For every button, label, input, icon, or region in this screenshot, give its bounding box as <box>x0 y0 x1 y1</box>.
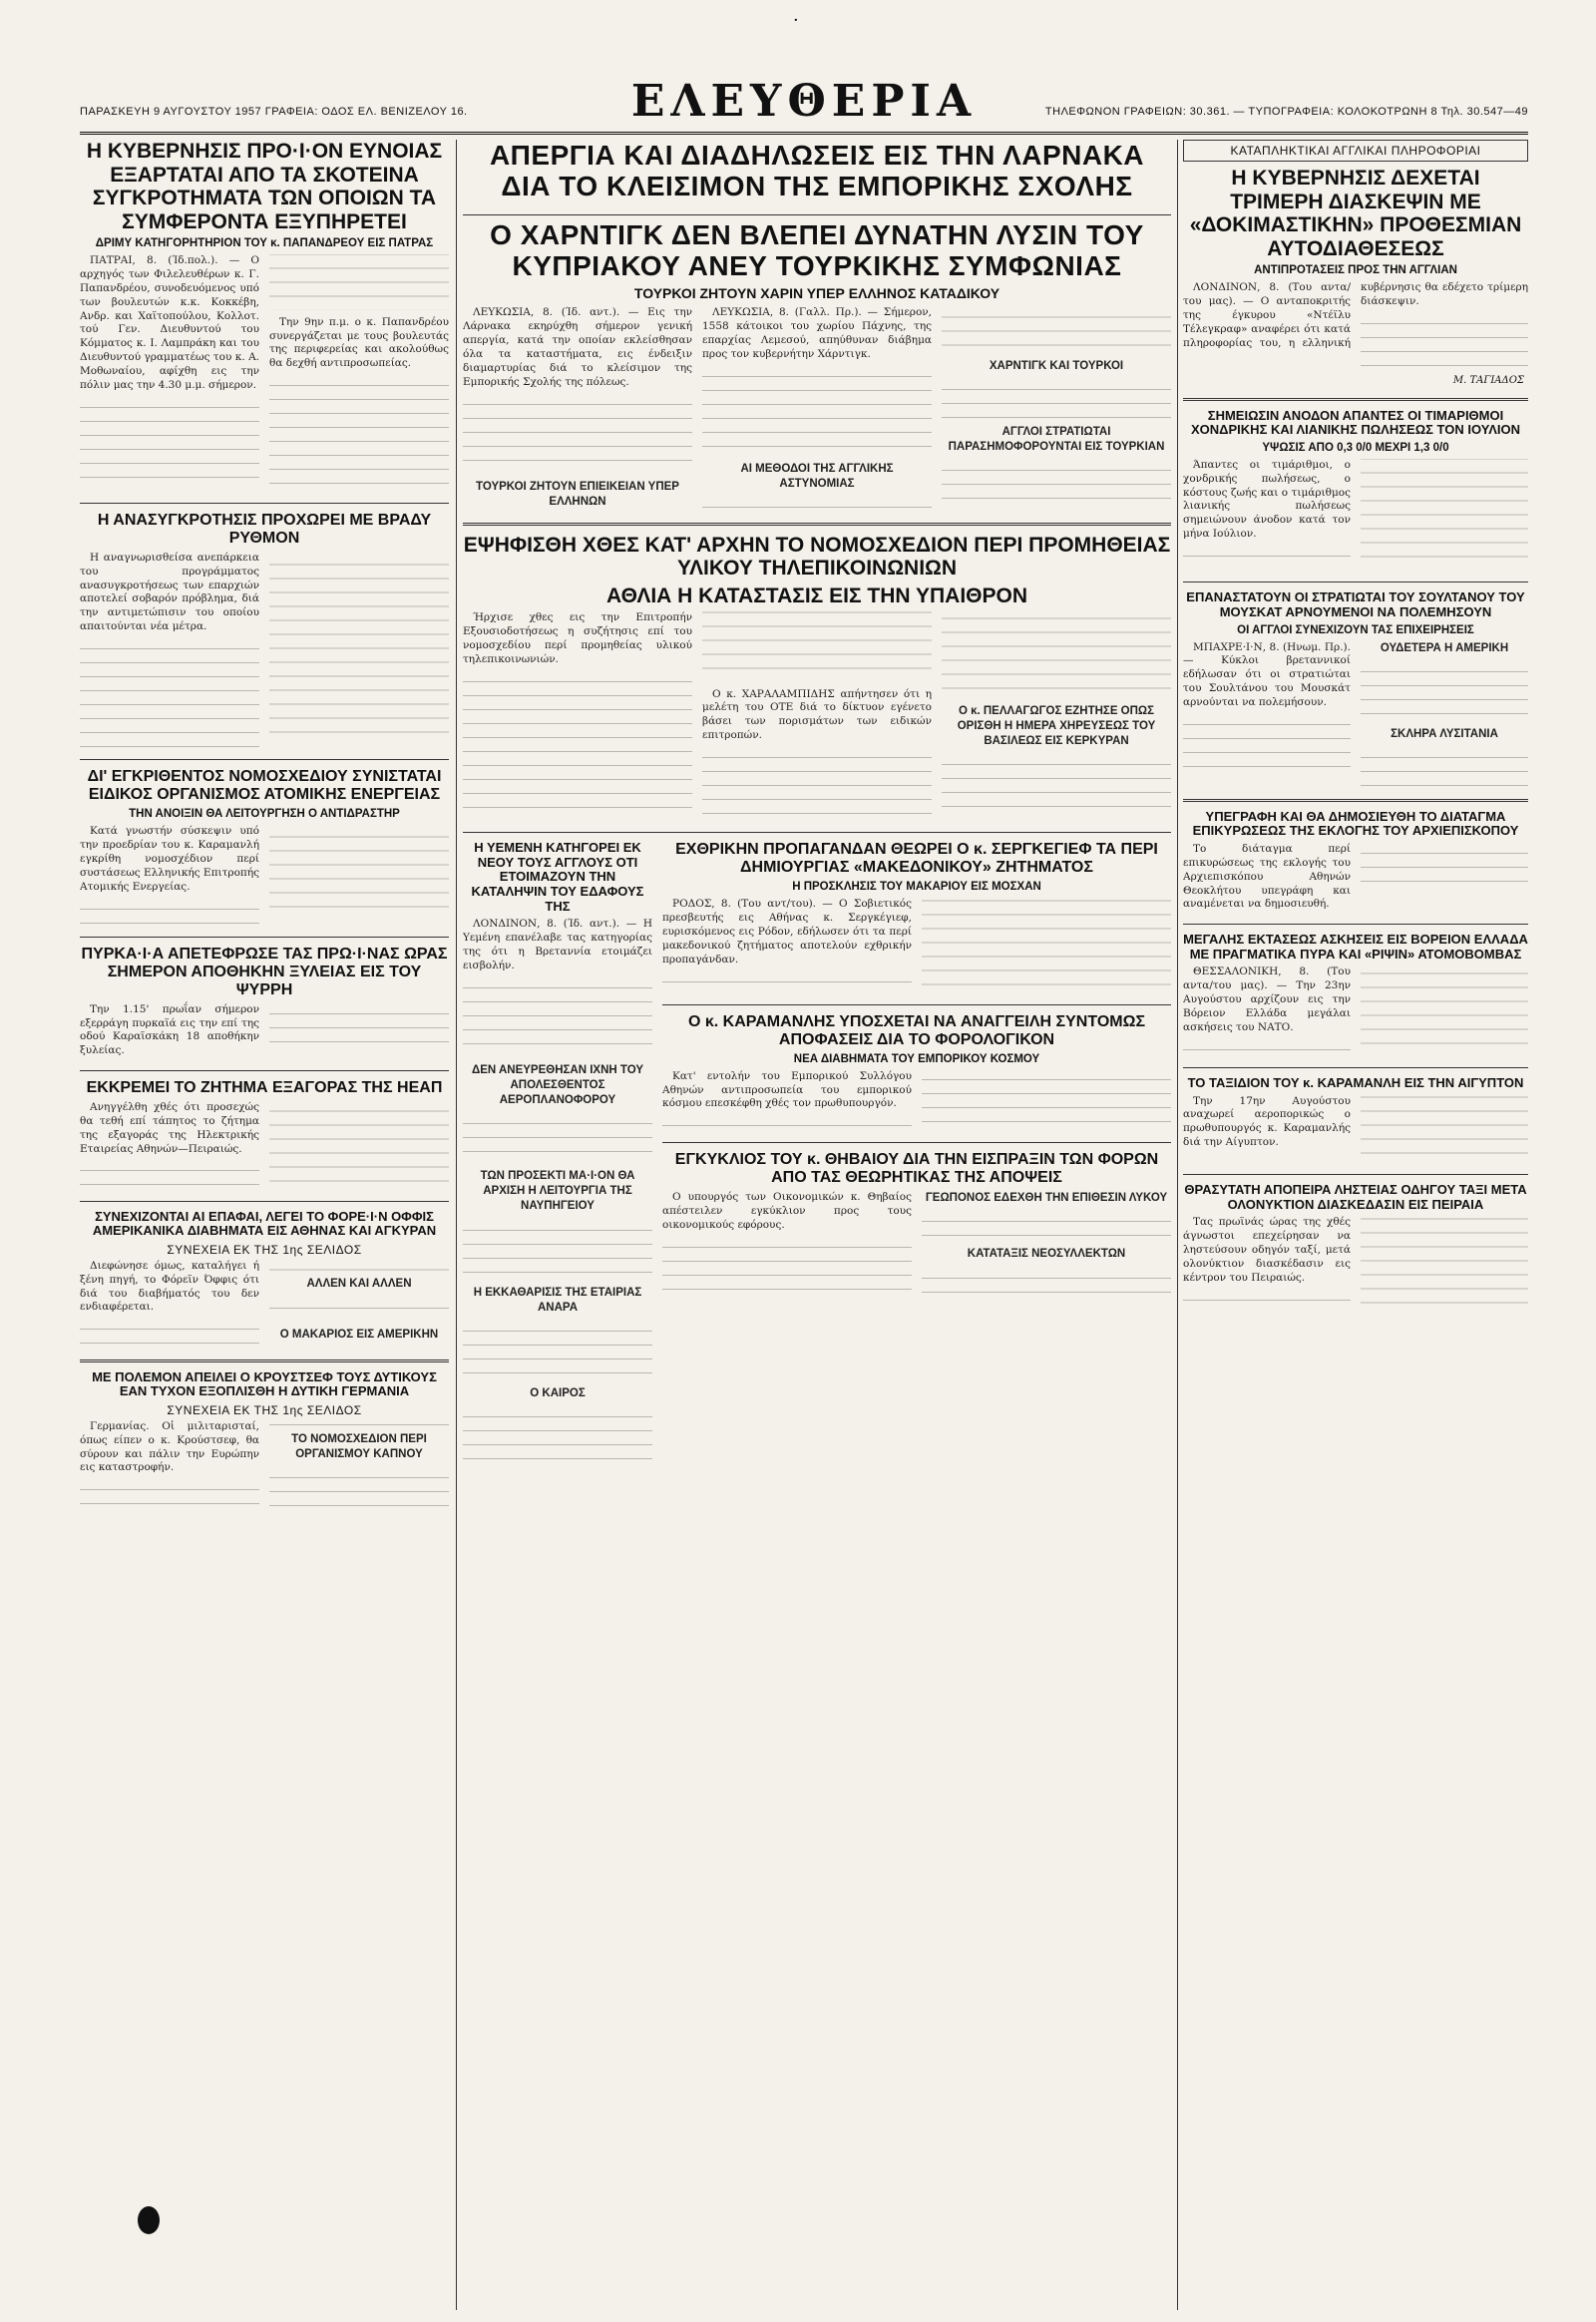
article-body <box>662 1070 1171 1131</box>
article-subheadline: ΤΟΥΡΚΟΙ ΖΗΤΟΥΝ ΧΑΡΙΝ ΥΠΕΡ ΕΛΛΗΝΟΣ ΚΑΤΑΔΙΚΟΥ <box>633 285 1000 302</box>
paragraph: ΛΟΝΔΙΝΟΝ, 8. (Ίδ. αντ.). — Η Υεμένη επανέλαβε τας κατηγορίας της ότι η Βρεταννία ετοιμάζει εισβολήν. <box>463 918 652 971</box>
section-subhead: Ο ΚΑΙΡΟΣ <box>530 1386 586 1399</box>
article-headline: ΠΥΡΚΑ·Ι·Α ΑΠΕΤΕΦΡΩΣΕ ΤΑΣ ΠΡΩ·Ι·ΝΑΣ ΩΡΑΣ ΣΗΜΕΡΟΝ ΑΠΟΘΗΚΗΝ ΞΥΛΕΙΑΣ ΕΙΣ ΤΟΥ ΨΥΡΡΗ <box>81 945 448 998</box>
article-headline: ΑΘΛΙΑ Η ΚΑΤΑΣΤΑΣΙΣ ΕΙΣ ΤΗΝ ΥΠΑΙΘΡΟΝ <box>605 583 1028 607</box>
paragraph: Την 9ην π.μ. ο κ. Παπανδρέου συνεργάζεται με τους βουλευτάς της περιφερείας και ακολούθως θα δεχθή αντιπροσωπείας. <box>269 315 449 370</box>
article-body <box>463 306 1171 510</box>
text-lines <box>269 375 449 485</box>
text-lines <box>463 1113 652 1163</box>
text-lines <box>942 460 1171 500</box>
article-body <box>1183 281 1528 373</box>
article-reconstruction <box>80 512 449 747</box>
article-larnaca-strike <box>463 140 1171 202</box>
article-body <box>80 552 449 748</box>
section-subhead: ΤΟ ΝΟΜΟΣΧΕΔΙΟΝ ΠΕΡΙ ΟΡΓΑΝΙΣΜΟΥ ΚΑΠΝΟΥ <box>291 1432 427 1461</box>
article-subheadline: ΟΙ ΑΓΓΛΟΙ ΣΥΝΕΧΙΖΟΥΝ ΤΑΣ ΕΠΙΧΕΙΡΗΣΕΙΣ <box>1237 623 1474 636</box>
column-left <box>80 140 449 2310</box>
article-headline: ΘΡΑΣΥΤΑΤΗ ΑΠΟΠΕΙΡΑ ΛΗΣΤΕΙΑΣ ΟΔΗΓΟΥ ΤΑΞΙ ΜΕΤΑ ΟΛΟΝΥΚΤΙΟΝ ΔΙΑΣΚΕΔΑΣΙΝ ΕΙΣ ΠΕΙΡΑΙΑ <box>1184 1182 1527 1212</box>
masthead-date-address: ΠΑΡΑΣΚΕΥΗ 9 ΑΥΓΟΥΣΤΟΥ 1957 ΓΡΑΦΕΙΑ: ΟΔΟΣ ΕΛ. ΒΕΝΙΖΕΛΟΥ 16. <box>80 106 468 118</box>
ink-blot <box>138 2206 160 2234</box>
article-sergeyev <box>662 841 1171 991</box>
text-lines <box>463 977 652 1057</box>
text-lines <box>922 1268 1171 1298</box>
text-lines <box>1183 714 1351 774</box>
article-foreign-office <box>80 1210 449 1348</box>
paragraph: Ανηγγέλθη χθές ότι προσεχώς θα τεθή επί τάπητος το ζήτημα της εξαγοράς της Ηλεκτρικής Εταιρείας Αθηνών—Πειραιώς. <box>80 1101 259 1155</box>
article-karamanlis-tax <box>662 1013 1171 1131</box>
paragraph: ΛΟΝΔΙΝΟΝ, 8. (Του αντα/του μας). — Ο ανταποκριτής της έγκυρου «Ντέϊλυ Τέλεγκραφ» αναφέρει ότι κατά πληροφορίας του, η ελληνική κυβέρνησις θα εδέχετο τρίμερη διάσκεψιν. <box>1183 281 1528 349</box>
article-body <box>1183 966 1528 1055</box>
lead-headline: ΕΨΗΦΙΣΘΗ ΧΘΕΣ ΚΑΤ' ΑΡΧΗΝ ΤΟ ΝΟΜΟΣΧΕΔΙΟΝ ΠΕΡΙ ΠΡΟΜΗΘΕΙΑΣ ΥΛΙΚΟΥ ΤΗΛΕΠΙΚΟΙΝΩΝΙΩΝ <box>463 533 1171 580</box>
text-lines <box>702 366 932 456</box>
text-lines <box>463 1406 652 1466</box>
article-subheadline: ΑΝΤΙΠΡΟΤΑΣΕΙΣ ΠΡΟΣ ΤΗΝ ΑΓΓΛΙΑΝ <box>1254 264 1457 277</box>
section-subhead: ΓΕΩΠΟΝΟΣ ΕΔΕΧΘΗ ΤΗΝ ΕΠΙΘΕΣΙΝ ΛΥΚΟΥ <box>925 1192 1168 1205</box>
lower-center-left <box>463 841 652 1478</box>
lead-headline: ΑΠΕΡΓΙΑ ΚΑΙ ΔΙΑΔΗΛΩΣΕΙΣ ΕΙΣ ΤΗΝ ΛΑΡΝΑΚΑ ΔΙΑ ΤΟ ΚΛΕΙΣΙΜΟΝ ΤΗΣ ΕΜΠΟΡΙΚΗΣ ΣΧΟΛΗΣ <box>489 140 1145 202</box>
paragraph: ΠΑΤΡΑΙ, 8. (Ίδ.πολ.). — Ο αρχηγός των Φιλελευθέρων κ. Γ. Παπανδρέου, συνοδευόμενος υπό των βουλευτών κ.κ. Κοκκέβη, Ανδρ. και Χαϊτοπούλου, Κολλοτ. τού Γεν. Διευθυντού του Κόμματος κ. Ι. Λαμπράκη και του Διευθυντού γραμματέως του κ. Α. Μοθωναίου, αφίχθη εις την πόλιν μας την 4.30 μ.μ. σήμερον. <box>80 254 259 391</box>
article-body <box>80 1003 449 1058</box>
text-lines <box>942 379 1171 419</box>
article-price-indices <box>1183 409 1528 571</box>
text-lines <box>269 1467 449 1507</box>
continuation-label: ΣΥΝΕΧΕΙΑ ΕΚ ΤΗΣ 1ης ΣΕΛΙΔΟΣ <box>167 1402 362 1417</box>
paragraph: Ο υπουργός των Οικονομικών κ. Θηβαίος απέστειλεν εγκύκλιον προς τους οικονομικούς εφόρους. <box>662 1191 912 1231</box>
paragraph: ΡΟΔΟΣ, 8. (Του αντ/του). — Ο Σοβιετικός πρεσβευτής εις Αθήνας κ. Σεργκέγιεφ, ευρισκόμενος εις Ρόδον, εδήλωσεν ότι τα περί μακεδονικού ζητήματος αποτελούν εχθρικήν προπαγάνδαν. <box>662 898 912 966</box>
paragraph: Ήρχισε χθες εις την Επιτροπήν Εξουσιοδοτήσεως η συζήτησις επί του νομοσχεδίου περί προμηθείας υλικού τηλεπικοινωνιών. <box>463 611 692 665</box>
article-body <box>80 1101 449 1189</box>
article-body <box>662 1191 1171 1303</box>
section-subhead: Ο κ. ΠΕΛΛΑΓΩΓΟΣ ΕΖΗΤΗΣΕ ΟΠΩΣ ΟΡΙΣΘΗ Η ΗΜΕΡΑ ΧΗΡΕΥΣΕΩΣ ΤΟΥ ΒΑΣΙΛΕΩΣ ΕΙΣ ΚΕΡΚΥΡΑΝ <box>957 704 1156 748</box>
paragraph: Κατ' εντολήν του Εμπορικού Συλλόγου Αθηνών αντιπροσωπεία του εμπορικού κόσμου επεσκέφθη χθές τον πρωθυπουργόν. <box>662 1069 912 1110</box>
paragraph: ΛΕΥΚΩΣΙΑ, 8. (Γαλλ. Πρ.). — Σήμερον, 1558 κάτοικοι του χωρίου Πάχνης, της επαρχίας Λεμεσού, απηύθυναν διάβημα προς τον κυβερνήτην Χάρντιγκ. <box>702 306 932 361</box>
newspaper-title: ΕΛΕΥΘΕΡΙΑ <box>630 76 978 127</box>
column-right <box>1183 140 1528 2310</box>
column-rule <box>1177 140 1178 2310</box>
article-harding-cyprus <box>463 219 1171 511</box>
article-subheadline: Η ΠΡΟΣΚΛΗΣΙΣ ΤΟΥ ΜΑΚΑΡΙΟΥ ΕΙΣ ΜΟΣΧΑΝ <box>792 881 1041 894</box>
text-lines <box>463 1321 652 1380</box>
article-body <box>1183 641 1528 787</box>
text-lines <box>1361 843 1528 893</box>
article-headline: Η ΑΝΑΣΥΓΚΡΟΤΗΣΙΣ ΠΡΟΧΩΡΕΙ ΜΕ ΒΡΑΔΥ ΡΥΘΜΟΝ <box>97 512 432 547</box>
section-subhead: ΣΚΛΗΡΑ ΛΥΣΙΤΑΝΙΑ <box>1391 727 1498 740</box>
article-headline: ΔΙ' ΕΓΚΡΙΘΕΝΤΟΣ ΝΟΜΟΣΧΕΔΙΟΥ ΣΥΝΙΣΤΑΤΑΙ ΕΙΔΙΚΟΣ ΟΡΓΑΝΙΣΜΟΣ ΑΤΟΜΙΚΗΣ ΕΝΕΡΓΕΙΑΣ <box>87 768 442 804</box>
article-archbishop <box>1183 810 1528 912</box>
article-subheadline: ΤΗΝ ΑΝΟΙΞΙΝ ΘΑ ΛΕΙΤΟΥΡΓΗΣΗ Ο ΑΝΤΙΔΡΑΣΤΗΡ <box>129 808 400 821</box>
article-headline: ΣΥΝΕΧΙΖΟΝΤΑΙ ΑΙ ΕΠΑΦΑΙ, ΛΕΓΕΙ ΤΟ ΦΟΡΕ·Ι·Ν ΟΦΦΙΣ ΑΜΕΡΙΚΑΝΙΚΑ ΔΙΑΒΗΜΑΤΑ ΕΙΣ ΑΘΗΝΑΣ ΚΑΙ ΑΓΚΥΡΑΝ <box>92 1208 437 1239</box>
section-subhead: ΚΑΤΑΤΑΞΙΣ ΝΕΟΣΥΛΛΕΚΤΩΝ <box>967 1248 1126 1261</box>
section-subhead: ΑΙ ΜΕΘΟΔΟΙ ΤΗΣ ΑΓΓΛΙΚΗΣ ΑΣΤΥΝΟΜΙΑΣ <box>740 462 894 491</box>
text-lines <box>1361 313 1528 373</box>
lead-headline: Ο ΧΑΡΝΤΙΓΚ ΔΕΝ ΒΛΕΠΕΙ ΔΥΝΑΤΗΝ ΛΥΣΙΝ ΤΟΥ ΚΥΠΡΙΑΚΟΥ ΑΝΕΥ ΤΟΥΡΚΙΚΗΣ ΣΥΜΦΩΝΙΑΣ <box>490 218 1144 282</box>
section-subhead: ΑΓΓΛΟΙ ΣΤΡΑΤΙΩΤΑΙ ΠΑΡΑΣΗΜΟΦΟΡΟΥΝΤΑΙ ΕΙΣ ΤΟΥΡΚΙΑΝ <box>948 426 1165 454</box>
section-subhead: ΤΟΥΡΚΟΙ ΖΗΤΟΥΝ ΕΠΙΕΙΚΕΙΑΝ ΥΠΕΡ ΕΛΛΗΝΩΝ <box>476 480 679 508</box>
text-lines <box>922 1211 1171 1241</box>
section-subhead: Ο ΜΑΚΑΡΙΟΣ ΕΙΣ ΑΜΕΡΙΚΗΝ <box>279 1328 439 1341</box>
section-subhead: ΟΥΔΕΤΕΡΑ Η ΑΜΕΡΙΚΗ <box>1380 641 1509 654</box>
byline: Μ. ΤΑΓΙΑΔΟΣ <box>1452 374 1524 386</box>
article-headline: ΤΟ ΤΑΞΙΔΙΟΝ ΤΟΥ κ. ΚΑΡΑΜΑΝΛΗ ΕΙΣ ΤΗΝ ΑΙΓΥΠΤΟΝ <box>1187 1075 1524 1091</box>
text-lines <box>1361 747 1528 787</box>
section-subhead: ΧΑΡΝΤΙΓΚ ΚΑΙ ΤΟΥΡΚΟΙ <box>989 359 1124 372</box>
paragraph: Το διάταγμα περί επικυρώσεως της εκλογής του Αρχιεπισκόπου Αθηνών Θεοκλήτου υπεγράφη και αναμένεται να δημοσιευθή. <box>1183 842 1351 911</box>
article-government-interests <box>80 140 449 491</box>
article-body <box>80 254 449 491</box>
article-body <box>1183 843 1528 912</box>
paragraph: Ο κ. ΧΑΡΑΛΑΜΠΙΔΗΣ απήντησεν ότι η μελέτη του ΟΤΕ διά το δίκτυον εγένετο βάσει των πορισμάτων των ειδικών επιτροπών. <box>702 687 932 742</box>
paragraph: Η αναγνωρισθείσα ανεπάρκεια του προγράμματος ανασυγκροτήσεως των επαρχιών αποτελεί σοβαρόν πρόβλημα, διά την αντιμετώπισιν του οποίου απαιτούνται νέα μέτρα. <box>80 551 259 633</box>
article-body <box>662 898 1171 992</box>
text-lines <box>463 394 692 474</box>
column-rule <box>456 140 457 2310</box>
article-body <box>80 1420 449 1513</box>
section-subhead: ΔΕΝ ΑΝΕΥΡΕΘΗΣΑΝ ΙΧΝΗ ΤΟΥ ΑΠΟΛΕΣΘΕΝΤΟΣ ΑΕΡΟΠΛΑΝΟΦΟΡΟΥ <box>471 1063 644 1106</box>
article-body <box>463 918 652 1466</box>
text-lines <box>269 1298 449 1322</box>
article-atomic-energy <box>80 768 449 924</box>
text-lines <box>942 754 1171 814</box>
paragraph: ΛΕΥΚΩΣΙΑ, 8. (Ίδ. αντ.). — Εις την Λάρνακα εκηρύχθη σήμερον γενική απεργία, κατά την οποίαν εκλείσθησαν όλα τα καταστήματα, εις ένδειξιν διαμαρτυρίας διά το κλείσιμον της Εμπορικής Σχολής της πόλεως. <box>463 306 692 388</box>
paragraph: Άπαντες οι τιμάριθμοι, ο χονδρικής πωλήσεως, ο κόστους ζωής και ο τιμάριθμος λιανικής πωλήσεως σημειώνουν άνοδον κατά τον μήνα Ιούλιον. <box>1183 458 1351 541</box>
paragraph: Τας πρωϊνάς ώρας της χθές άγνωστοι επεχείρησαν να ληστεύσουν οδηγόν ταξί, μετά ολονύκτιον διασκέδασιν εις κέντρον του Πειραιώς. <box>1183 1216 1351 1284</box>
article-body <box>80 825 449 925</box>
article-headline: ΥΠΕΓΡΑΦΗ ΚΑΙ ΘΑ ΔΗΜΟΣΙΕΥΘΗ ΤΟ ΔΙΑΤΑΓΜΑ ΕΠΙΚΥΡΩΣΕΩΣ ΤΗΣ ΕΚΛΟΓΗΣ ΤΟΥ ΑΡΧΙΕΠΙΣΚΟΠΟΥ <box>1192 808 1519 839</box>
article-body <box>1183 1216 1528 1311</box>
article-headline: ΜΕ ΠΟΛΕΜΟΝ ΑΠΕΙΛΕΙ Ο ΚΡΟΥΣΤΣΕΦ ΤΟΥΣ ΔΥΤΙΚΟΥΣ ΕΑΝ ΤΥΧΟΝ ΕΞΟΠΛΙΣΘΗ Η ΔΥΤΙΚΗ ΓΕΡΜΑΝΙΑ <box>92 1368 437 1399</box>
article-headline: ΕΓΚΥΚΛΙΟΣ ΤΟΥ κ. ΘΗΒΑΙΟΥ ΔΙΑ ΤΗΝ ΕΙΣΠΡΑΞΙΝ ΤΩΝ ΦΟΡΩΝ ΑΠΟ ΤΑΣ ΘΕΩΡΗΤΙΚΑΣ ΤΗΣ ΑΠΟΨΕΙΣ <box>674 1151 1159 1187</box>
article-headline: Ο κ. ΚΑΡΑΜΑΝΛΗΣ ΥΠΟΣΧΕΤΑΙ ΝΑ ΑΝΑΓΓΕΙΛΗ ΣΥΝΤΟΜΩΣ ΑΠΟΦΑΣΕΙΣ ΔΙΑ ΤΟ ΦΟΡΟΛΟΓΙΚΟΝ <box>687 1012 1146 1048</box>
article-kicker: ΚΑΤΑΠΛΗΚΤΙΚΑΙ ΑΓΓΛΙΚΑΙ ΠΛΗΡΟΦΟΡΙΑΙ <box>1183 140 1528 162</box>
section-subhead: Η ΕΚΚΑΘΑΡΙΣΙΣ ΤΗΣ ΕΤΑΙΡΙΑΣ ΑΝΑΡΑ <box>473 1286 642 1314</box>
article-body <box>1183 459 1528 571</box>
masthead-phones: ΤΗΛΕΦΩΝΟΝ ΓΡΑΦΕΙΩΝ: 30.361. — ΤΥΠΟΓΡΑΦΕΙΑ: ΚΟΛΟΚΟΤΡΩΝΗ 8 Τηλ. 30.547—49 <box>1044 106 1528 118</box>
masthead <box>80 72 1528 135</box>
article-subheadline: ΥΨΩΣΙΣ ΑΠΟ 0,3 0/0 ΜΕΧΡΙ 1,3 0/0 <box>1262 441 1449 454</box>
paragraph: Διεφώνησε όμως, καταλήγει ή ξένη πηγή, το Φόρεϊν Όφφις ότι διά του διαβήματός του δεν ενδιαφέρεται. <box>80 1259 259 1314</box>
paragraph: ΘΕΣΣΑΛΟΝΙΚΗ, 8. (Του αντα/του μας). — Την 23ην Αυγούστου αρχίζουν εις την Βόρειον Ελλάδα μεγάλαι ασκήσεις του ΝΑΤΟ. <box>1183 966 1351 1033</box>
article-thiveos-circular <box>662 1151 1171 1303</box>
article-telecom-bill <box>463 534 1171 821</box>
column-center <box>463 140 1171 2310</box>
lead-headline: Η ΚΥΒΕΡΝΗΣΙΣ ΔΕΧΕΤΑΙ ΤΡΙΜΕΡΗ ΔΙΑΣΚΕΨΙΝ ΜΕ «ΔΟΚΙΜΑΣΤΙΚΗΝ» ΠΡΟΘΕΣΜΙΑΝ ΑΥΤΟΔΙΑΘΕΣΕΩΣ <box>1189 167 1522 260</box>
section-subhead: ΑΛΛΕΝ ΚΑΙ ΑΛΛΕΝ <box>306 1278 412 1291</box>
article-egypt-trip <box>1183 1076 1528 1162</box>
article-tripartite-conference <box>1183 140 1528 386</box>
article-headline: ΕΧΘΡΙΚΗΝ ΠΡΟΠΑΓΑΝΔΑΝ ΘΕΩΡΕΙ Ο κ. ΣΕΡΓΚΕΓΙΕΦ ΤΑ ΠΕΡΙ ΔΗΜΙΟΥΡΓΙΑΣ «ΜΑΚΕΔΟΝΙΚΟΥ» ΖΗΤΗΜΑΤΟΣ <box>675 841 1158 877</box>
lower-center-row <box>463 841 1171 1478</box>
paragraph: ΜΠΑΧΡΕ·Ι·Ν, 8. (Ηνωμ. Πρ.). — Κύκλοι βρεταννικοί εδήλωσαν ότι οι στρατιώται του Σουλτάνου του Μουσκάτ αρνούνται να πολεμήσουν. <box>1183 640 1351 708</box>
article-muscat <box>1183 590 1528 786</box>
article-headline: Η ΥΕΜΕΝΗ ΚΑΤΗΓΟΡΕΙ ΕΚ ΝΕΟΥ ΤΟΥΣ ΑΓΓΛΟΥΣ ΟΤΙ ΕΤΟΙΜΑΖΟΥΝ ΤΗΝ ΚΑΤΑΛΗΨΙΝ ΤΟΥ ΕΔΑΦΟΥΣ ΤΗΣ <box>471 840 644 914</box>
article-khrushchev <box>80 1370 449 1513</box>
article-headline: ΜΕΓΑΛΗΣ ΕΚΤΑΣΕΩΣ ΑΣΚΗΣΕΙΣ ΕΙΣ ΒΟΡΕΙΟΝ ΕΛΛΑΔΑ ΜΕ ΠΡΑΓΜΑΤΙΚΑ ΠΥΡΑ ΚΑΙ «ΡΙΨΙΝ» ΑΤΟΜΟΒΟΜΒΑΣ <box>1183 932 1528 962</box>
article-subheadline: ΝΕΑ ΔΙΑΒΗΜΑΤΑ ΤΟΥ ΕΜΠΟΡΙΚΟΥ ΚΟΣΜΟΥ <box>793 1052 1040 1065</box>
article-headline: ΕΚΚΡΕΜΕΙ ΤΟ ΖΗΤΗΜΑ ΕΞΑΓΟΡΑΣ ΤΗΣ ΗΕΑΠ <box>86 1079 443 1097</box>
article-yemen <box>463 841 652 1466</box>
article-headline: Η ΚΥΒΕΡΝΗΣΙΣ ΠΡΟ·Ι·ΟΝ ΕΥΝΟΙΑΣ ΕΞΑΡΤΑΤΑΙ ΑΠΟ ΤΑ ΣΚΟΤΕΙΝΑ ΣΥΓΚΡΟΤΗΜΑΤΑ ΤΩΝ ΟΠΟΙΩΝ ΤΑ ΣΥΜΦΕΡΟΝΤΑ ΕΞΥΠΗΡΕΤΕΙ <box>86 140 443 233</box>
article-body <box>80 1260 449 1348</box>
article-nato-exercises <box>1183 933 1528 1055</box>
section-subhead: ΤΩΝ ΠΡΟΣΕΚΤΙ ΜΑ·Ι·ΟΝ ΘΑ ΑΡΧΙΣΗ Η ΛΕΙΤΟΥΡΓΙΑ ΤΗΣ ΝΑΥΠΗΓΕΙΟΥ <box>480 1170 635 1213</box>
page-mark: · <box>793 10 799 31</box>
paragraph: Την 1.15' πρωΐαν σήμερον εξερράγη πυρκαϊά εις την επί της οδού Καραϊσκάκη 18 αποθήκην ξυλείας. <box>80 1002 259 1057</box>
continuation-label: ΣΥΝΕΧΕΙΑ ΕΚ ΤΗΣ 1ης ΣΕΛΙΔΟΣ <box>167 1242 362 1257</box>
paragraph: Κατά γνωστήν σύσκεψιν υπό την προεδρίαν του κ. Καραμανλή εγκρίθη νομοσχέδιον περί συστάσεως Ελληνικής Επιτροπής Ατομικής Ενεργείας. <box>80 825 259 893</box>
article-subheadline: ΔΡΙΜΥ ΚΑΤΗΓΟΡΗΤΗΡΙΟΝ ΤΟΥ κ. ΠΑΠΑΝΔΡΕΟΥ ΕΙΣ ΠΑΤΡΑΣ <box>95 237 434 250</box>
article-heap-buyout <box>80 1079 449 1189</box>
article-body <box>1183 1095 1528 1163</box>
paragraph: Γερμανίας. Οἱ μιλιταρισταί, όπως είπεν ο κ. Κρούστσεφ, θα σύρουν και πάλιν την Ευρώπην εις καταστροφήν. <box>80 1419 259 1474</box>
lower-center-right <box>662 841 1171 1478</box>
article-taxi-robbery <box>1183 1183 1528 1311</box>
text-lines <box>463 1220 652 1280</box>
article-body <box>463 611 1171 820</box>
text-lines <box>662 1237 912 1297</box>
paragraph: Την 17ην Αυγούστου αναχωρεί αεροπορικώς ο πρωθυπουργός κ. Καραμανλής διά την Αίγυπτον. <box>1183 1094 1351 1149</box>
article-fire <box>80 946 449 1058</box>
text-lines <box>269 1003 449 1043</box>
text-lines <box>1361 661 1528 721</box>
article-headline: ΕΠΑΝΑΣΤΑΤΟΥΝ ΟΙ ΣΤΡΑΤΙΩΤΑΙ ΤΟΥ ΣΟΥΛΤΑΝΟΥ ΤΟΥ ΜΟΥΣΚΑΤ ΑΡΝΟΥΜΕΝΟΙ ΝΑ ΠΟΛΕΜΗΣΟΥΝ <box>1186 589 1525 619</box>
article-headline: ΣΗΜΕΙΩΣΙΝ ΑΝΟΔΟΝ ΑΠΑΝΤΕΣ ΟΙ ΤΙΜΑΡΙΘΜΟΙ ΧΟΝΔΡΙΚΗΣ ΚΑΙ ΛΙΑΝΙΚΗΣ ΠΩΛΗΣΕΩΣ ΤΟΝ ΙΟΥΛΙΟΝ <box>1191 407 1520 438</box>
